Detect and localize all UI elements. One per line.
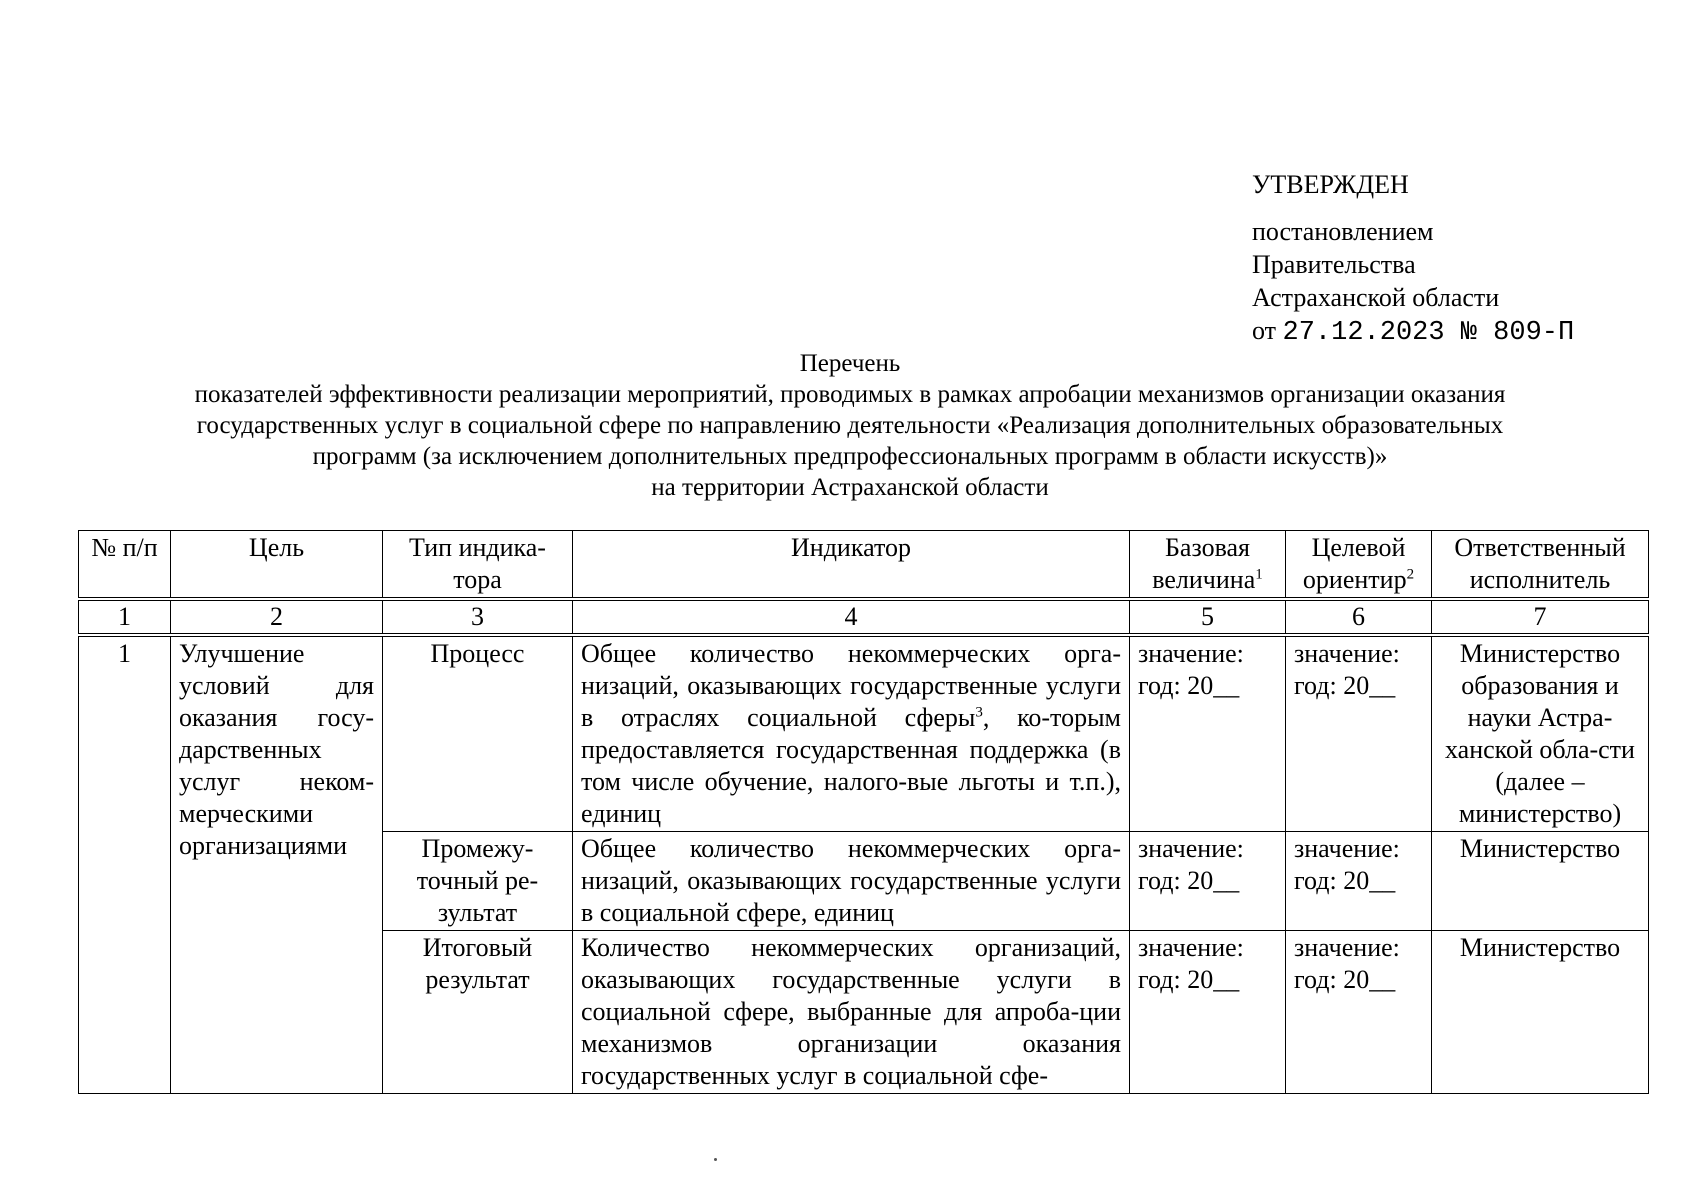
target-cell bbox=[1286, 931, 1432, 1094]
target-year: год: 20__ bbox=[1294, 866, 1396, 895]
responsible-cell: Министерство образования и науки Астра-ханской обла-сти (далее – министерство) bbox=[1432, 635, 1649, 832]
title-line: показателей эффективности реализации мероприятий, проводимых в рамках апробации механизмов организации оказания bbox=[194, 381, 1506, 408]
base-value-label: значение: bbox=[1138, 933, 1244, 962]
base-value-label: значение: bbox=[1138, 834, 1244, 863]
responsible-cell: Министерство bbox=[1432, 931, 1649, 1094]
header-type: Тип индика-тора bbox=[383, 531, 573, 600]
column-number: 2 bbox=[171, 599, 383, 635]
header-base-label: Базовая величина bbox=[1152, 533, 1256, 594]
indicator-type: Промежу-точный ре-зультат bbox=[383, 832, 573, 931]
target-value-label: значение: bbox=[1294, 639, 1400, 668]
responsible-cell: Министерство bbox=[1432, 832, 1649, 931]
document-title bbox=[70, 348, 1630, 503]
target-value-label: значение: bbox=[1294, 933, 1400, 962]
title-heading: Перечень bbox=[799, 350, 901, 377]
column-number: 3 bbox=[383, 599, 573, 635]
header-target bbox=[1286, 531, 1432, 600]
scan-speck bbox=[714, 1158, 717, 1161]
column-number: 7 bbox=[1432, 599, 1649, 635]
indicator-type: Итоговый результат bbox=[383, 931, 573, 1094]
table-row bbox=[79, 635, 1649, 832]
approval-date-line bbox=[1252, 314, 1574, 350]
row-goal: Улучшение условий для оказания госу-дарственных услуг неком-мерческими организациями bbox=[171, 635, 383, 1094]
approval-line: постановлением bbox=[1252, 217, 1434, 246]
table-header-row bbox=[79, 531, 1649, 600]
footnote-marker: 1 bbox=[1255, 566, 1263, 583]
approval-date-prefix: от bbox=[1252, 316, 1277, 345]
base-year: год: 20__ bbox=[1138, 866, 1240, 895]
target-cell bbox=[1286, 635, 1432, 832]
footnote-marker: 2 bbox=[1406, 566, 1415, 583]
column-number: 6 bbox=[1286, 599, 1432, 635]
header-num: № п/п bbox=[79, 531, 171, 600]
base-year: год: 20__ bbox=[1138, 671, 1240, 700]
indicator-type: Процесс bbox=[383, 635, 573, 832]
approval-line: Астраханской области bbox=[1252, 283, 1500, 312]
column-number: 1 bbox=[79, 599, 171, 635]
base-cell bbox=[1130, 832, 1286, 931]
target-value-label: значение: bbox=[1294, 834, 1400, 863]
header-goal: Цель bbox=[171, 531, 383, 600]
header-base bbox=[1130, 531, 1286, 600]
indicator-text bbox=[573, 635, 1130, 832]
indicator-text bbox=[573, 832, 1130, 931]
target-year: год: 20__ bbox=[1294, 671, 1396, 700]
base-cell bbox=[1130, 931, 1286, 1094]
indicator-text-part: , ко-торым предоставляется государственная поддержка (в том числе обучение, налого-вые льготы и т.п.), единиц bbox=[581, 703, 1121, 828]
target-year: год: 20__ bbox=[1294, 965, 1396, 994]
indicator-text bbox=[573, 931, 1130, 1094]
target-cell bbox=[1286, 832, 1432, 931]
column-number-row bbox=[79, 599, 1649, 635]
header-target-label: Целевой ориентир bbox=[1302, 533, 1407, 594]
row-number: 1 bbox=[79, 635, 171, 1094]
approval-block bbox=[1252, 168, 1574, 350]
approval-line: Правительства bbox=[1252, 250, 1416, 279]
indicator-text-part: Количество некоммерческих организаций, оказывающих государственные услуги в социальной сфере, выбранные для апроба-ции механизмов организации оказания государственных услуг в социальной сфе- bbox=[581, 933, 1121, 1090]
title-line: на территории Астраханской области bbox=[651, 474, 1049, 501]
header-responsible: Ответственный исполнитель bbox=[1432, 531, 1649, 600]
base-cell bbox=[1130, 635, 1286, 832]
approval-date-value: 27.12.2023 № 809-П bbox=[1282, 318, 1575, 348]
base-value-label: значение: bbox=[1138, 639, 1244, 668]
approval-stamp: УТВЕРЖДЕН bbox=[1252, 170, 1409, 199]
header-indicator: Индикатор bbox=[573, 531, 1130, 600]
base-year: год: 20__ bbox=[1138, 965, 1240, 994]
column-number: 5 bbox=[1130, 599, 1286, 635]
indicator-text-part: Общее количество некоммерческих орга-низаций, оказывающих государственные услуги в социальной сфере, единиц bbox=[581, 834, 1121, 927]
indicators-table bbox=[78, 530, 1649, 1094]
indicator-text-part: Общее количество некоммерческих орга-низаций, оказывающих государственные услуги в отраслях социальной сферы bbox=[581, 639, 1121, 732]
title-line: программ (за исключением дополнительных предпрофессиональных программ в области искусств)» bbox=[312, 443, 1388, 470]
title-line: государственных услуг в социальной сфере по направлению деятельности «Реализация дополнительных образовательных bbox=[196, 412, 1504, 439]
footnote-marker: 3 bbox=[975, 704, 983, 721]
column-number: 4 bbox=[573, 599, 1130, 635]
